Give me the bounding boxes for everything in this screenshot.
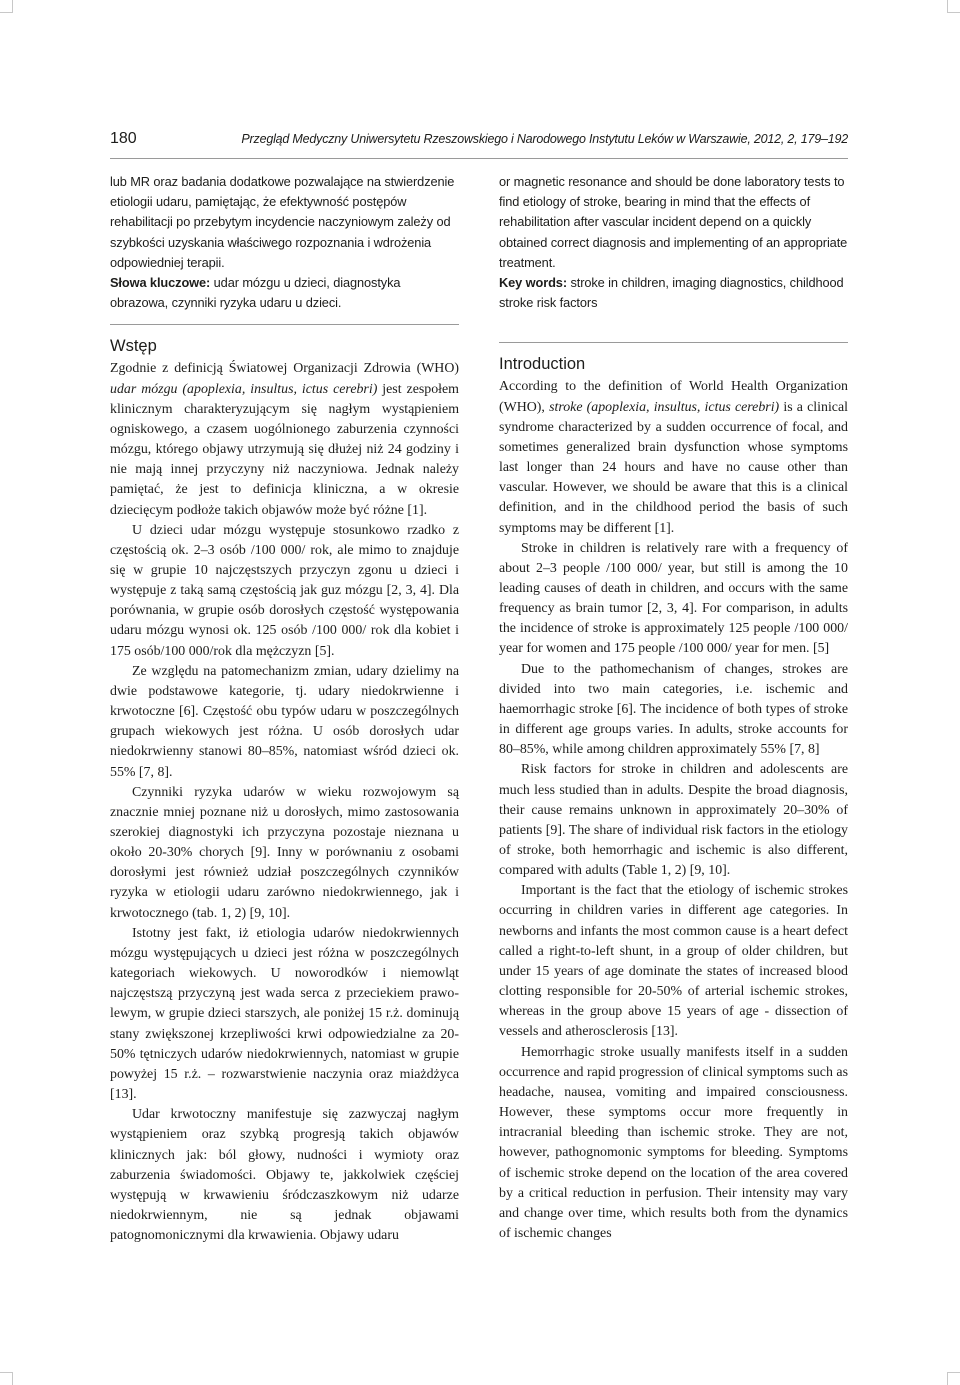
body-text-polish — [110, 359, 459, 1246]
paragraph: Stroke in children is relatively rare with a frequency of about 2–3 people /100 000/ year, but still is among the 10 leading causes of death in children, and occurs with the same frequency as brain tumor [2, 3, 4]. For comparison, in adults the incidence of stroke is approximately 125 people /100 000/ year for women and 175 people /100 000/ year for men. [5] — [499, 540, 848, 657]
paragraph: Important is the fact that the etiology of ischemic strokes occurring in children varies in different age categories. In newborns and infants the most common cause is a heart defect called a right-to-left shunt, in a group of older children, but under 15 years of age dominate the states of increased blood clotting responsible for 20-50% of arterial ischemic strokes, whereas in the group above 15 years of age - dissection of vessels and atherosclerosis [13]. — [499, 883, 848, 1040]
right-column-english — [499, 172, 848, 1244]
italic-term: udar mózgu (apoplexia, insultus, ictus cerebri) — [110, 381, 378, 397]
body-text-english — [499, 377, 848, 1244]
section-divider — [499, 342, 848, 343]
italic-term: stroke (apoplexia, insultus, ictus cerebri) — [549, 399, 780, 415]
section-divider — [110, 324, 459, 325]
page-number: 180 — [110, 130, 137, 147]
crop-mark-bottom-right — [947, 1372, 960, 1385]
paragraph: Udar krwotoczny manifestuje się zazwyczaj nagłym wystąpieniem oraz szybką progresją takich objawów klinicznych jak: ból głowy, nudności i wymioty oraz zaburzenia świadomości. Objawy te, jakkolwiek częściej występują w krwawieniu śródczaszkowym niż udarze niedokrwiennym, nie są jednak objawami patognomonicznymi dla krwawienia. Objawy udaru — [110, 1107, 459, 1244]
keywords-text: udar mózgu u dzieci, diagnostyka obrazowa, czynniki ryzyka udaru u dzieci. — [110, 275, 401, 311]
paragraph: Due to the pathomechanism of changes, strokes are divided into two main categories, i.e. ischemic and haemorrhagic stroke [6]. The incidence of both types of stroke in different age groups varies. In adults, stroke accounts for 80–85%, while among children approximately 55% [7, 8] — [499, 661, 848, 758]
paragraph: Czynniki ryzyka udarów w wieku rozwojowym są znacznie mniej poznane niż u dorosłych, mimo zastosowania szerokiej diagnostyki ich przyczyna pozostaje nieznana u około 20-30% chorych [9]. Inny w porównaniu z osobami dorosłymi jest również udział poszczególnych czynników ryzyka w etiologii udaru zarówno niedokrwiennego, jak i krwotocznego (tab. 1, 2) [9, 10]. — [110, 784, 459, 921]
paragraph: According to the definition of World Health Organization (WHO), stroke (apoplexia, insultus, ictus cerebri) is a clinical syndrome characterized by a sudden occurrence of focal, and sometimes generalized brain dysfunction whose symptoms last longer than 24 hours and have no cause other than vascular. However, we should be aware that this is a clinical definition, and in the childhood period the basis of such symptoms may be different [1]. — [499, 379, 848, 536]
running-header — [110, 128, 848, 159]
abstract-text: or magnetic resonance and should be done laboratory tests to find etiology of stroke, bearing in mind that the effects of rehabilitation after vascular incident depend on a quickly obtained correct diagnosis and implementing of an appropriate treatment. — [499, 174, 848, 270]
paragraph: Risk factors for stroke in children and adolescents are much less studied than in adults. Despite the broad diagnosis, their cause remains unknown in approximately 20–30% of patients [9]. The share of individual risk factors in the etiology of stroke, both hemorrhagic and ischemic is also different, compared with adults (Table 1, 2) [9, 10]. — [499, 762, 848, 879]
section-heading: Introduction — [499, 355, 586, 374]
keywords-english — [499, 273, 848, 313]
crop-mark-top-right — [947, 0, 960, 13]
crop-mark-top-left — [0, 0, 13, 13]
left-column-polish — [110, 172, 459, 1246]
paragraph: Zgodnie z definicją Światowej Organizacji Zdrowia (WHO) udar mózgu (apoplexia, insultus, ictus cerebri) jest zespołem klinicznym charakteryzującym się nagłym wystąpieniem ogniskowego, a czasem uogólnionego zaburzenia czynności mózgu, którego objawy utrzymują się dłużej niż 24 godziny i nie mają innej przyczyny niż naczyniowa. Jednak należy pamiętać, że jest to definicja kliniczna, a w okresie dziecięcym podłoże takich objawów może być różne [1]. — [110, 361, 459, 518]
crop-mark-bottom-left — [0, 1372, 13, 1385]
abstract-text: lub MR oraz badania dodatkowe pozwalające na stwierdzenie etiologii udaru, pamiętając, że efektywność postępów rehabilitacji po przebytym incydencie naczyniowym zależy od szybkości uzyskania właściwego rozpoznania i wdrożenia odpowiedniej terapii. — [110, 174, 455, 270]
keywords-polish — [110, 273, 459, 313]
paragraph: Istotny jest fakt, iż etiologia udarów niedokrwiennych mózgu występujących u dzieci jest różna w poszczególnych kategoriach wiekowych. U noworodków i niemowląt najczęstszą przyczyną jest wada serca z przeciekiem prawo-lewym, w grupie dzieci starszych, ale poniżej 15 r.ż. dominują stany zwiększonej krzepliwości krwi odpowiedzialne za 20-50% tętniczych udarów niedokrwiennych, natomiast w grupie powyżej 15 r.ż. – rozwarstwienie naczynia oraz miażdżyca [13]. — [110, 925, 459, 1103]
abstract-polish — [110, 172, 459, 313]
keywords-text: stroke in children, imaging diagnostics, childhood stroke risk factors — [499, 275, 844, 311]
keywords-label: Słowa kluczowe: — [110, 275, 211, 291]
keywords-label: Key words: — [499, 275, 567, 291]
paragraph: U dzieci udar mózgu występuje stosunkowo rzadko z częstością ok. 2–3 osób /100 000/ rok, ale mimo to znajduje się w grupie 10 najczęstszych przyczyn zgonu u dzieci i występuje z taką samą częstością jak guz mózgu [2, 3, 4]. Dla porównania, w grupie osób dorosłych częstość występowania udaru mózgu wynosi ok. 125 osób /100 000/ rok dla kobiet i 175 osób/100 000/rok dla mężczyzn [5]. — [110, 522, 459, 659]
abstract-english — [499, 172, 848, 313]
paragraph: Hemorrhagic stroke usually manifests itself in a sudden occurrence and rapid progression of clinical symptoms such as headache, nausea, vomiting and impaired consciousness. However, these symptoms occur more frequently in intracranial bleeding than ischemic stroke. They are not, however, pathognomonic symptoms for bleeding. Symptoms of ischemic stroke depend on the location of the area covered by a critical reduction in perfusion. Their intensity may vary and change over time, which results both from the dynamics of ischemic changes — [499, 1044, 848, 1241]
journal-citation: Przegląd Medyczny Uniwersytetu Rzeszowskiego i Narodowego Instytutu Leków w Warszawie, 2012, 2, 179–192 — [241, 132, 848, 146]
section-heading: Wstęp — [110, 337, 157, 356]
paragraph: Ze względu na patomechanizm zmian, udary dzielimy na dwie podstawowe kategorie, tj. udary niedokrwienne i krwotoczne [6]. Częstość obu typów udaru w poszczególnych grupach wiekowych jest różna. U osób dorosłych udar niedokrwienny stanowi 80–85%, natomiast wśród dzieci ok. 55% [7, 8]. — [110, 663, 459, 780]
